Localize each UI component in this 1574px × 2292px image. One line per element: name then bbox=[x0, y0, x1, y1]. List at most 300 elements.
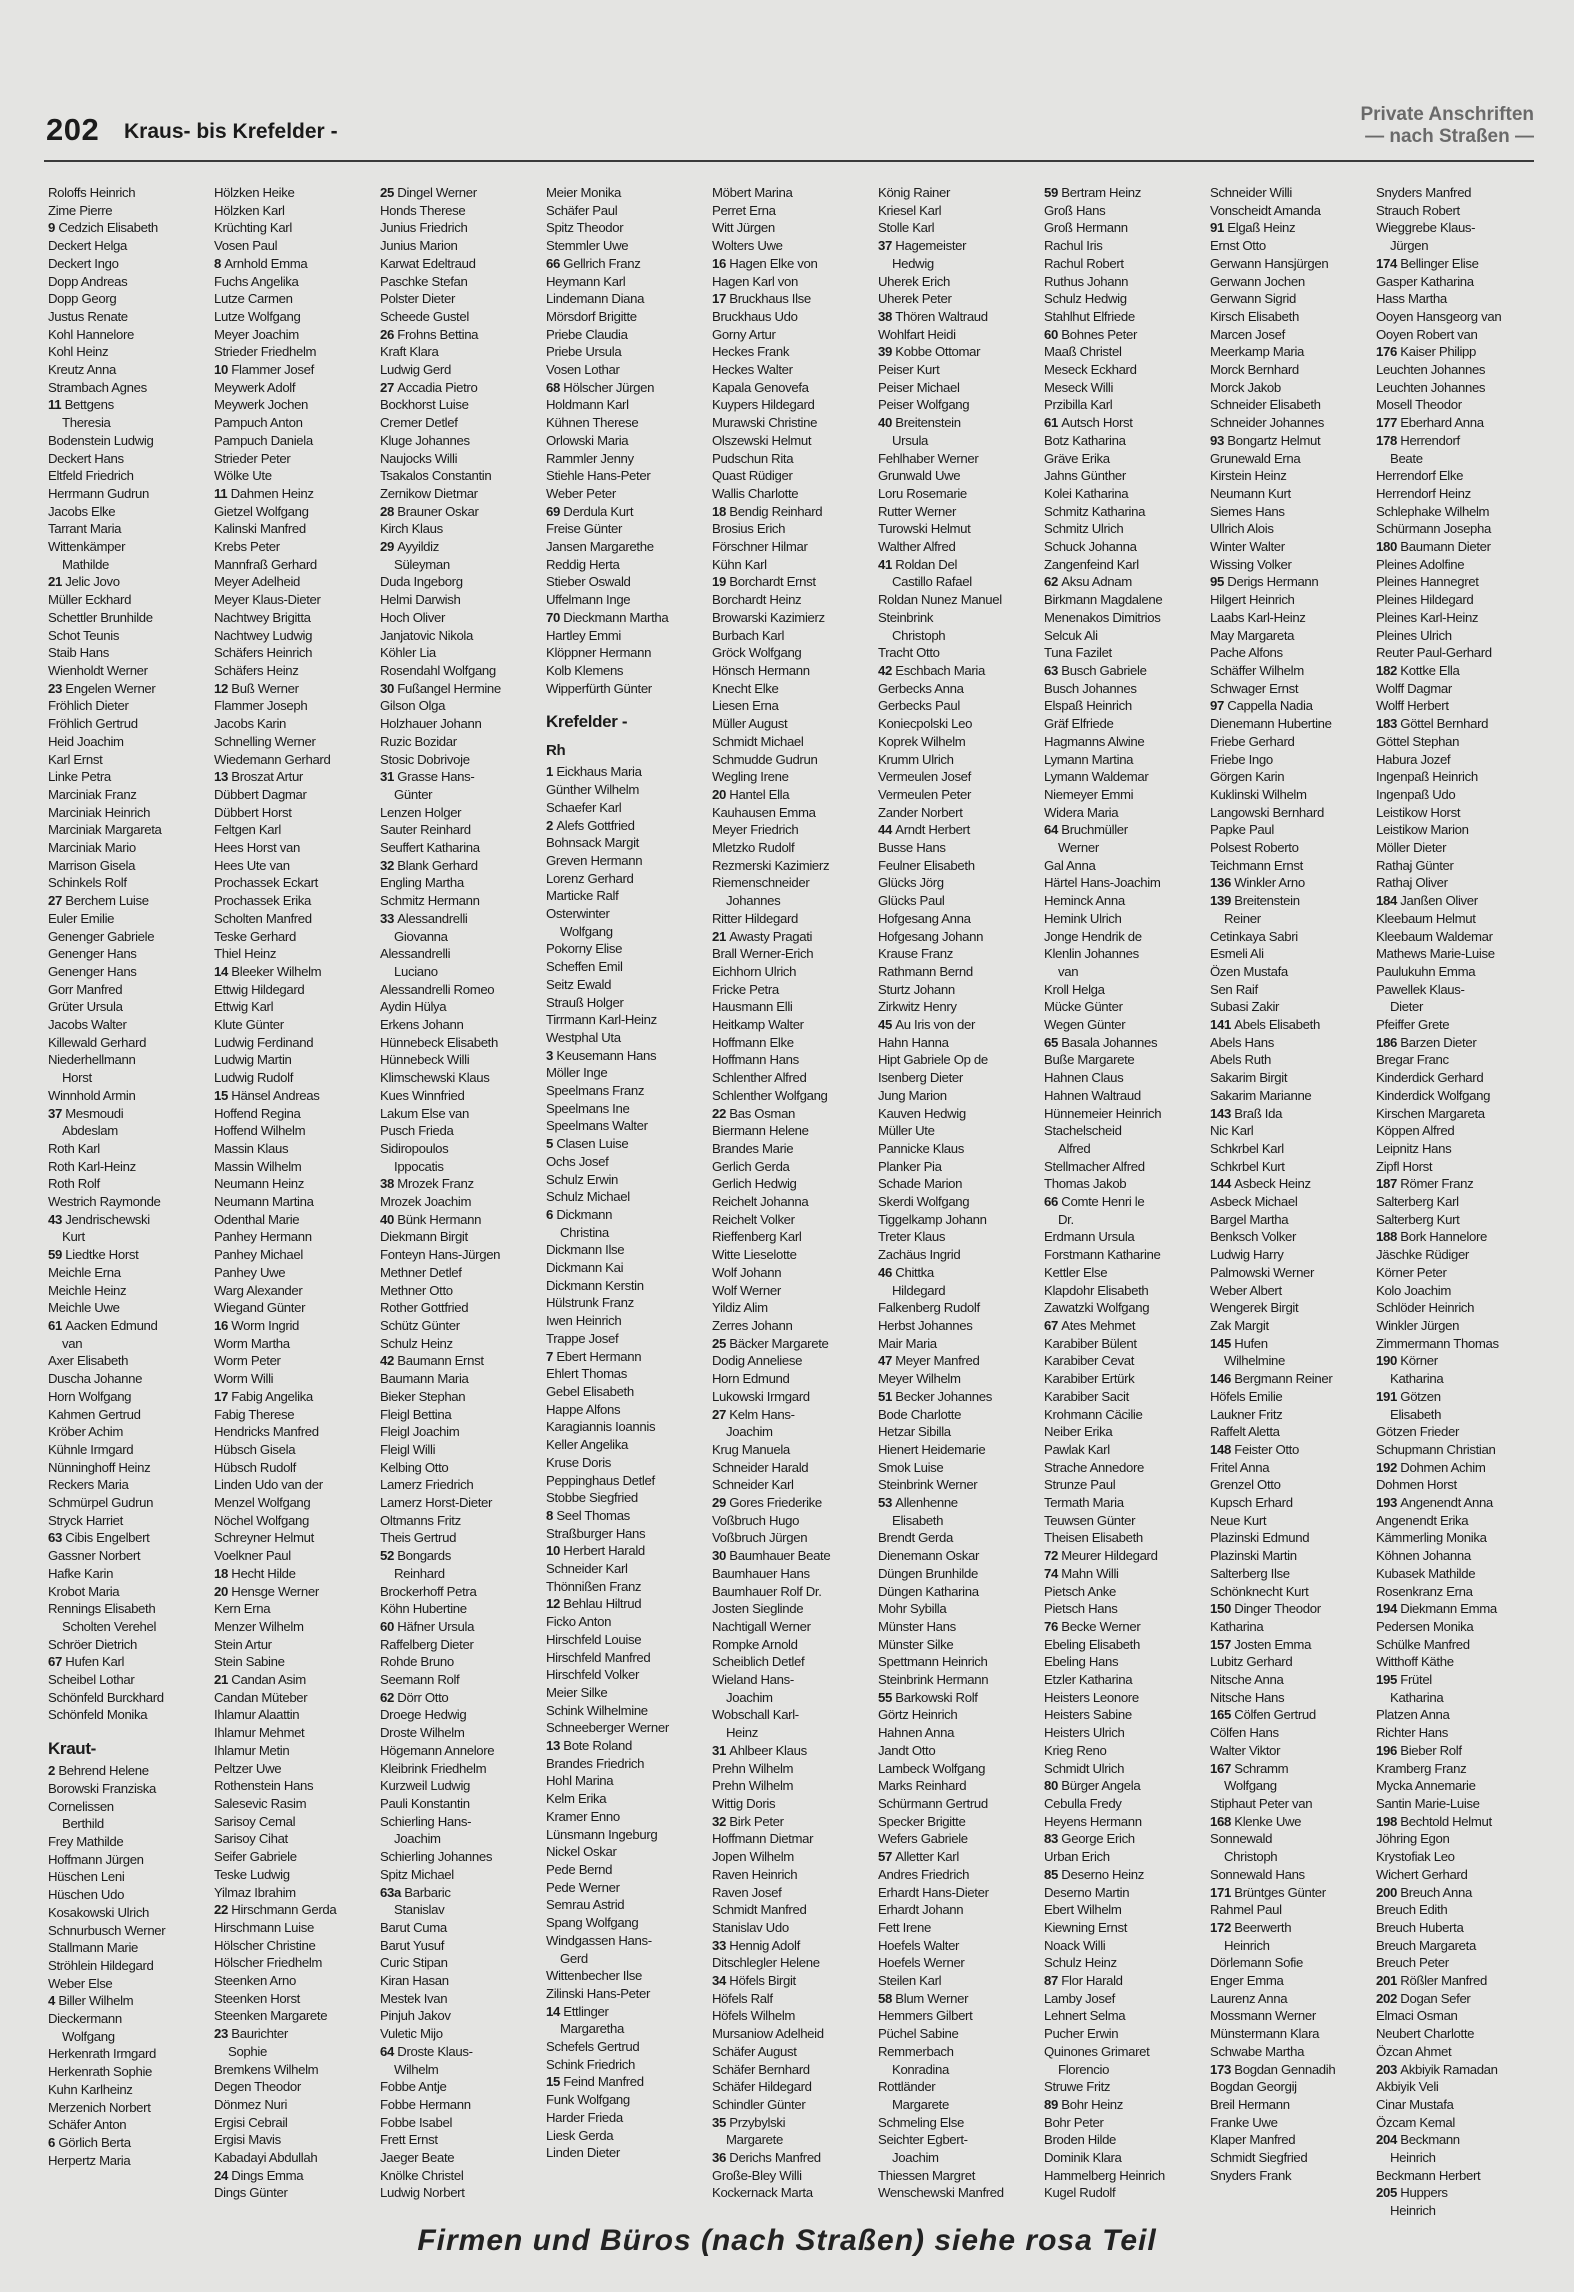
directory-entry: Busch Johannes bbox=[1044, 680, 1137, 696]
house-number: 188 bbox=[1376, 1229, 1401, 1245]
house-number: 25 bbox=[380, 185, 398, 200]
directory-entry: Stanislav Udo bbox=[712, 1919, 789, 1935]
house-number: 6 bbox=[48, 2134, 59, 2150]
directory-entry: 20 Hensge Werner bbox=[214, 1583, 319, 1599]
directory-entry: Engling Martha bbox=[380, 875, 464, 891]
directory-entry: Odenthal Marie bbox=[214, 1211, 300, 1227]
directory-entry: Prehn Wilhelm bbox=[712, 1778, 794, 1794]
directory-entry: 66 Gellrich Franz bbox=[546, 255, 641, 271]
directory-entry: 18 Bendig Reinhard bbox=[712, 503, 823, 519]
directory-entry: 95 Derigs Hermann bbox=[1210, 574, 1319, 590]
house-number: 46 bbox=[878, 1264, 896, 1280]
directory-entry: Breil Hermann bbox=[1210, 2096, 1290, 2112]
directory-entry: Leistikow Horst bbox=[1376, 804, 1461, 820]
directory-entry: 14 Ettlinger bbox=[546, 2003, 609, 2019]
directory-entry: Hofgesang Johann bbox=[878, 928, 984, 944]
directory-entry: Gräf Elfriede bbox=[1044, 716, 1114, 732]
directory-entry: 5 Clasen Luise bbox=[546, 1136, 629, 1152]
directory-entry: Salterberg Karl bbox=[1376, 1194, 1459, 1210]
directory-entry: Bremkens Wilhelm bbox=[214, 2061, 319, 2077]
house-number: 68 bbox=[546, 379, 564, 395]
directory-entry: Karl Ernst bbox=[48, 751, 103, 767]
directory-entry: van bbox=[1058, 963, 1079, 979]
house-number: 21 bbox=[48, 574, 66, 590]
directory-entry: Kettler Else bbox=[1044, 1264, 1108, 1280]
directory-entry: 168 Klenke Uwe bbox=[1210, 1813, 1302, 1829]
directory-entry: Wichert Gerhard bbox=[1376, 1866, 1468, 1882]
directory-entry: Subasi Zakir bbox=[1210, 999, 1280, 1015]
directory-entry: Reinhard bbox=[394, 1565, 445, 1581]
directory-entry: Hirschfeld Manfred bbox=[546, 1649, 651, 1665]
directory-entry: Schütz Günter bbox=[380, 1318, 460, 1333]
directory-entry: Ludwig Rudolf bbox=[214, 1070, 294, 1086]
directory-entry: Winkler Jürgen bbox=[1376, 1318, 1460, 1333]
house-number: 63 bbox=[1044, 662, 1062, 678]
directory-entry: Isenberg Dieter bbox=[878, 1070, 963, 1086]
house-number: 2 bbox=[546, 817, 557, 833]
directory-entry: 11 Dahmen Heinz bbox=[214, 485, 314, 501]
directory-entry: Wenschewski Manfred bbox=[878, 2185, 1004, 2201]
house-number: 53 bbox=[878, 1495, 896, 1511]
directory-entry: Ihlamur Mehmet bbox=[214, 1725, 305, 1741]
directory-entry: Burbach Karl bbox=[712, 627, 785, 643]
directory-entry: Ritter Hildegard bbox=[712, 910, 799, 926]
directory-entry: Schneider Elisabeth bbox=[1210, 397, 1321, 413]
directory-entry: Nachtwey Brigitta bbox=[214, 609, 311, 625]
directory-entry: Zangenfeind Karl bbox=[1044, 556, 1139, 572]
directory-entry: Heisters Leonore bbox=[1044, 1689, 1139, 1705]
directory-entry: Trappe Josef bbox=[546, 1330, 619, 1346]
directory-entry: Özcam Kemal bbox=[1376, 2114, 1455, 2130]
directory-entry: 34 Höfels Birgit bbox=[712, 1973, 796, 1989]
directory-entry: Droste Wilhelm bbox=[380, 1725, 465, 1741]
directory-entry: Tarrant Maria bbox=[48, 521, 122, 537]
directory-entry: Krobot Maria bbox=[48, 1583, 120, 1599]
house-number: 191 bbox=[1376, 1388, 1401, 1404]
directory-entry: Orlowski Maria bbox=[546, 432, 629, 448]
directory-entry: Brosius Erich bbox=[712, 521, 786, 537]
directory-entry: Krebs Peter bbox=[214, 539, 280, 555]
directory-entry: Karabiber Sacit bbox=[1044, 1388, 1129, 1404]
directory-entry: 2 Behrend Helene bbox=[48, 1763, 149, 1779]
house-number: 9 bbox=[48, 220, 59, 236]
directory-entry: Hahnen Anna bbox=[878, 1725, 955, 1741]
directory-entry: Schlenther Wolfgang bbox=[712, 1087, 828, 1103]
directory-entry: Schulz Hedwig bbox=[1044, 291, 1127, 307]
house-number: 70 bbox=[546, 609, 564, 625]
directory-entry: Winter Walter bbox=[1210, 539, 1285, 555]
directory-entry: Polster Dieter bbox=[380, 291, 455, 307]
directory-entry: Meerkamp Maria bbox=[1210, 344, 1305, 360]
directory-entry: Liesk Gerda bbox=[546, 2127, 614, 2143]
house-number: 74 bbox=[1044, 1565, 1062, 1581]
directory-entry: Menzel Wolfgang bbox=[214, 1495, 311, 1511]
directory-entry: Kluge Johannes bbox=[380, 432, 470, 448]
directory-entry: 203 Akbiyik Ramadan bbox=[1376, 2061, 1498, 2077]
directory-entry: Stiphaut Peter van bbox=[1210, 1795, 1313, 1811]
directory-entry: Grunwald Uwe bbox=[878, 468, 961, 484]
directory-entry: Lehnert Selma bbox=[1044, 2008, 1126, 2024]
house-number: 157 bbox=[1210, 1636, 1235, 1652]
directory-entry: Theis Gertrud bbox=[380, 1530, 457, 1546]
directory-entry: Leipnitz Hans bbox=[1376, 1140, 1452, 1156]
directory-entry: Selcuk Ali bbox=[1044, 627, 1098, 643]
directory-entry: Brandes Friedrich bbox=[546, 1755, 645, 1771]
directory-entry: Weber Peter bbox=[546, 485, 616, 501]
directory-entry: 21 Candan Asim bbox=[214, 1672, 306, 1688]
house-number: 35 bbox=[712, 2114, 730, 2130]
directory-entry: Wolfgang bbox=[560, 923, 613, 939]
directory-entry: 4 Biller Wilhelm bbox=[48, 1993, 134, 2009]
directory-entry: Andres Friedrich bbox=[878, 1866, 970, 1882]
directory-entry: Klute Günter bbox=[214, 1017, 284, 1033]
house-number: 143 bbox=[1210, 1105, 1235, 1121]
directory-entry: Mosell Theodor bbox=[1376, 397, 1462, 413]
directory-entry: 57 Alletter Karl bbox=[878, 1849, 959, 1865]
directory-entry: Rompke Arnold bbox=[712, 1636, 798, 1652]
directory-entry: Walther Alfred bbox=[878, 539, 956, 555]
directory-entry: Theisen Elisabeth bbox=[1044, 1530, 1143, 1546]
directory-entry: Ergisi Mavis bbox=[214, 2132, 281, 2148]
directory-entry: Schinkels Rolf bbox=[48, 875, 127, 891]
directory-entry: Gerwann Sigrid bbox=[1210, 291, 1296, 307]
directory-entry: Lukowski Irmgard bbox=[712, 1388, 810, 1404]
directory-entry: Niemeyer Emmi bbox=[1044, 786, 1134, 802]
directory-entry: Dienemann Hubertine bbox=[1210, 716, 1332, 732]
directory-entry: 33 Alessandrelli bbox=[380, 910, 468, 926]
directory-entry: Eltfeld Friedrich bbox=[48, 468, 134, 484]
house-number: 20 bbox=[214, 1583, 232, 1599]
directory-entry: Riemenschneider bbox=[712, 875, 810, 891]
page-number: 202 bbox=[46, 112, 100, 147]
directory-entry: 67 Ates Mehmet bbox=[1044, 1318, 1136, 1333]
directory-entry: Westrich Raymonde bbox=[48, 1194, 161, 1210]
directory-entry: Mörsdorf Brigitte bbox=[546, 308, 637, 324]
directory-entry: Müller August bbox=[712, 716, 788, 732]
directory-entry: Heid Joachim bbox=[48, 733, 124, 749]
directory-entry: Gerlich Hedwig bbox=[712, 1176, 797, 1192]
directory-entry: Meywerk Jochen bbox=[214, 397, 309, 413]
directory-entry: Wiegand Günter bbox=[214, 1300, 306, 1316]
directory-entry: Günther Wilhelm bbox=[546, 782, 639, 798]
directory-entry: 40 Bünk Hermann bbox=[380, 1211, 482, 1227]
directory-entry: Genenger Gabriele bbox=[48, 928, 155, 944]
directory-entry: Rammler Jenny bbox=[546, 450, 634, 466]
directory-entry: 31 Grasse Hans- bbox=[380, 769, 475, 785]
directory-entry: Lamerz Horst-Dieter bbox=[380, 1495, 493, 1511]
directory-entry: 30 Baumhauer Beate bbox=[712, 1548, 831, 1564]
directory-entry: 190 Körner bbox=[1376, 1353, 1438, 1369]
directory-entry: 178 Herrendorf bbox=[1376, 432, 1460, 448]
directory-entry: Gietzel Wolfgang bbox=[214, 503, 309, 519]
directory-entry: Ernst Otto bbox=[1210, 238, 1266, 254]
directory-entry: Kalinski Manfred bbox=[214, 521, 306, 537]
directory-entry: Schierling Hans- bbox=[380, 1813, 472, 1829]
directory-entry: Günter bbox=[394, 786, 433, 802]
directory-entry: Karwat Edeltraud bbox=[380, 255, 476, 271]
directory-entry: Wilhelmine bbox=[1224, 1353, 1285, 1369]
directory-entry: Aydin Hülya bbox=[380, 999, 447, 1015]
directory-entry: Pfeiffer Grete bbox=[1376, 1017, 1450, 1033]
directory-entry: Dodig Anneliese bbox=[712, 1353, 803, 1369]
directory-entry: Vermeulen Josef bbox=[878, 769, 971, 785]
directory-entry: Naujocks Willi bbox=[380, 450, 458, 466]
directory-entry: Stosic Dobrivoje bbox=[380, 751, 470, 767]
directory-entry: Methner Otto bbox=[380, 1282, 453, 1298]
directory-entry: Thiel Heinz bbox=[214, 946, 277, 962]
directory-entry: Breuch Peter bbox=[1376, 1955, 1449, 1971]
house-number: 12 bbox=[546, 1596, 564, 1612]
directory-entry: König Rainer bbox=[878, 185, 951, 200]
house-number: 1 bbox=[546, 764, 557, 780]
house-number: 64 bbox=[380, 2043, 398, 2059]
house-number: 187 bbox=[1376, 1176, 1401, 1192]
directory-entry: Neue Kurt bbox=[1210, 1512, 1267, 1528]
directory-entry: Josten Sieglinde bbox=[712, 1601, 804, 1617]
directory-entry: Kinderdick Wolfgang bbox=[1376, 1087, 1491, 1103]
directory-entry: 183 Göttel Bernhard bbox=[1376, 716, 1489, 732]
directory-entry: 24 Dings Emma bbox=[214, 2167, 304, 2183]
directory-entry: 167 Schramm bbox=[1210, 1760, 1289, 1776]
directory-entry: 10 Flammer Josef bbox=[214, 362, 314, 378]
directory-entry: Widera Maria bbox=[1044, 804, 1119, 820]
directory-entry: Mair Maria bbox=[878, 1335, 937, 1351]
directory-entry: Schreyner Helmut bbox=[214, 1530, 314, 1546]
directory-entry: Panhey Hermann bbox=[214, 1229, 312, 1245]
directory-entry: Axer Elisabeth bbox=[48, 1353, 129, 1369]
house-number: 30 bbox=[712, 1548, 730, 1564]
directory-entry: 23 Baurichter bbox=[214, 2026, 288, 2042]
directory-entry: Scholten Manfred bbox=[214, 910, 312, 926]
directory-entry: Deckert Helga bbox=[48, 238, 128, 254]
directory-entry: Stallmann Marie bbox=[48, 1940, 139, 1956]
directory-entry: Kämmerling Monika bbox=[1376, 1530, 1487, 1546]
directory-entry: Pampuch Anton bbox=[214, 415, 303, 431]
directory-entry: Mossmann Werner bbox=[1210, 2008, 1316, 2024]
directory-entry: Zander Norbert bbox=[878, 804, 963, 820]
directory-entry: Baumhauer Rolf Dr. bbox=[712, 1583, 822, 1599]
house-number: 17 bbox=[214, 1388, 232, 1404]
directory-entry: Forstmann Katharine bbox=[1044, 1247, 1161, 1263]
directory-entry: Gerwann Jochen bbox=[1210, 273, 1305, 289]
directory-entry: Stachelscheid bbox=[1044, 1123, 1122, 1139]
directory-entry: Schülke Manfred bbox=[1376, 1636, 1470, 1652]
directory-entry: Kauhausen Emma bbox=[712, 804, 816, 820]
directory-entry: Maaß Christel bbox=[1044, 344, 1122, 360]
directory-entry: Diekmann Birgit bbox=[380, 1229, 468, 1245]
directory-entry: Pinjuh Jakov bbox=[380, 2008, 451, 2024]
house-number: 193 bbox=[1376, 1495, 1401, 1511]
directory-entry: Fonteyn Hans-Jürgen bbox=[380, 1247, 501, 1263]
directory-entry: Krug Manuela bbox=[712, 1441, 790, 1457]
house-number: 141 bbox=[1210, 1017, 1235, 1033]
directory-entry: Kirch Klaus bbox=[380, 521, 443, 537]
house-number: 4 bbox=[48, 1993, 59, 2009]
directory-entry: Reuter Paul-Gerhard bbox=[1376, 645, 1492, 661]
directory-entry: Hoffmann Elke bbox=[712, 1034, 794, 1050]
directory-entry: Gal Anna bbox=[1044, 857, 1096, 873]
directory-entry: Honds Therese bbox=[380, 202, 466, 218]
directory-entry: Kühn Karl bbox=[712, 556, 767, 572]
house-number: 31 bbox=[712, 1742, 730, 1758]
directory-entry: Menenakos Dimitrios bbox=[1044, 609, 1161, 625]
house-number: 62 bbox=[380, 1689, 398, 1705]
house-number: 80 bbox=[1044, 1778, 1062, 1794]
district-heading: Rh bbox=[546, 742, 566, 760]
directory-entry: Perret Erna bbox=[712, 202, 776, 218]
directory-entry: Spitz Michael bbox=[380, 1866, 454, 1882]
directory-entry: Hülstrunk Franz bbox=[546, 1295, 634, 1311]
directory-entry: Pleines Adolfine bbox=[1376, 556, 1465, 572]
directory-entry: 61 Aacken Edmund bbox=[48, 1318, 158, 1333]
house-number: 22 bbox=[214, 1902, 232, 1918]
directory-entry: 8 Seel Thomas bbox=[546, 1507, 630, 1523]
house-number: 29 bbox=[712, 1495, 730, 1511]
directory-entry: Münster Silke bbox=[878, 1636, 954, 1652]
directory-entry: Wobschall Karl- bbox=[712, 1707, 799, 1723]
directory-entry: Theresia bbox=[62, 415, 111, 431]
directory-entry: Murawski Christine bbox=[712, 415, 818, 431]
directory-entry: Meseck Eckhard bbox=[1044, 362, 1137, 378]
directory-entry: Siemes Hans bbox=[1210, 503, 1285, 519]
directory-entry: Teuwsen Günter bbox=[1044, 1512, 1136, 1528]
directory-entry: Joachim bbox=[726, 1424, 773, 1440]
directory-entry: Droege Hedwig bbox=[380, 1707, 467, 1723]
directory-entry: Dohmen Horst bbox=[1376, 1477, 1457, 1493]
directory-entry: 12 Behlau Hiltrud bbox=[546, 1596, 642, 1612]
directory-entry: Ullrich Alois bbox=[1210, 521, 1274, 537]
directory-entry: Sauter Reinhard bbox=[380, 822, 471, 838]
directory-entry: Speelmans Ine bbox=[546, 1100, 630, 1116]
house-number: 168 bbox=[1210, 1813, 1235, 1829]
house-number: 32 bbox=[712, 1813, 730, 1829]
directory-entry: Hünnebeck Willi bbox=[380, 1052, 470, 1068]
directory-entry: 205 Huppers bbox=[1376, 2185, 1448, 2201]
directory-entry: Rathaj Günter bbox=[1376, 857, 1454, 873]
directory-entry: 187 Römer Franz bbox=[1376, 1176, 1474, 1192]
directory-entry: Heisters Sabine bbox=[1044, 1707, 1132, 1723]
directory-entry: Zawatzki Wolfgang bbox=[1044, 1300, 1150, 1316]
directory-entry: Katharina bbox=[1210, 1618, 1264, 1634]
directory-entry: 9 Cedzich Elisabeth bbox=[48, 220, 158, 236]
directory-entry: Abels Ruth bbox=[1210, 1052, 1272, 1068]
directory-entry: Zerres Johann bbox=[712, 1318, 793, 1333]
directory-entry: 139 Breitenstein bbox=[1210, 893, 1300, 909]
directory-entry: Schade Marion bbox=[878, 1176, 963, 1192]
directory-entry: Wolters Uwe bbox=[712, 238, 783, 254]
directory-entry: Worm Willi bbox=[214, 1371, 274, 1387]
directory-entry: Fabig Therese bbox=[214, 1406, 295, 1422]
house-number: 59 bbox=[48, 1247, 66, 1263]
directory-entry: Wolfgang bbox=[62, 2028, 115, 2044]
directory-entry: 174 Bellinger Elise bbox=[1376, 255, 1479, 271]
directory-entry: Hoefels Walter bbox=[878, 1937, 960, 1953]
directory-entry: Specker Brigitte bbox=[878, 1813, 966, 1829]
directory-entry: Münstermann Klara bbox=[1210, 2026, 1320, 2042]
section-label bbox=[1360, 104, 1534, 148]
directory-entry: Panhey Michael bbox=[214, 1247, 303, 1263]
house-number: 76 bbox=[1044, 1618, 1062, 1634]
house-number: 3 bbox=[546, 1047, 557, 1063]
directory-entry: Loru Rosemarie bbox=[878, 485, 967, 501]
house-number: 139 bbox=[1210, 893, 1235, 909]
directory-column bbox=[712, 184, 878, 2208]
directory-entry: Knecht Elke bbox=[712, 680, 779, 696]
directory-entry: Urban Erich bbox=[1044, 1849, 1110, 1865]
house-number: 85 bbox=[1044, 1866, 1062, 1882]
directory-entry: 29 Ayyildiz bbox=[380, 539, 439, 555]
directory-entry: Gerwann Hansjürgen bbox=[1210, 255, 1329, 271]
directory-entry: Pokorny Elise bbox=[546, 941, 623, 957]
directory-entry: Bruckhaus Udo bbox=[712, 308, 798, 324]
directory-entry: Thiessen Margret bbox=[878, 2167, 976, 2183]
house-number: 67 bbox=[1044, 1318, 1062, 1333]
directory-column bbox=[1044, 184, 1210, 2208]
directory-entry: Kurt bbox=[62, 1229, 85, 1245]
directory-entry: Meyer Adelheid bbox=[214, 574, 301, 590]
directory-entry: 191 Götzen bbox=[1376, 1388, 1441, 1404]
directory-entry: Stellmacher Alfred bbox=[1044, 1158, 1145, 1174]
directory-entry: Planker Pia bbox=[878, 1158, 942, 1174]
house-number: 21 bbox=[712, 928, 730, 944]
directory-entry: Salesevic Rasim bbox=[214, 1795, 307, 1811]
directory-entry: 1 Eickhaus Maria bbox=[546, 764, 642, 780]
directory-entry: 3 Keusemann Hans bbox=[546, 1047, 657, 1063]
directory-entry: Kraft Klara bbox=[380, 344, 439, 360]
directory-entry: Meseck Willi bbox=[1044, 379, 1114, 395]
directory-entry: Wengerek Birgit bbox=[1210, 1300, 1299, 1316]
directory-entry: Rottländer bbox=[878, 2079, 936, 2095]
directory-entry: Fleigl Willi bbox=[380, 1441, 436, 1457]
directory-entry: Pleines Ulrich bbox=[1376, 627, 1452, 643]
directory-entry: Busse Hans bbox=[878, 840, 946, 856]
directory-entry: Meyer Wilhelm bbox=[878, 1371, 961, 1387]
directory-entry: 16 Hagen Elke von bbox=[712, 255, 818, 271]
house-number: 52 bbox=[380, 1548, 398, 1564]
house-number: 40 bbox=[878, 415, 896, 431]
directory-entry: Scheffen Emil bbox=[546, 959, 623, 975]
directory-entry: Kleibrink Friedhelm bbox=[380, 1760, 487, 1776]
directory-entry: Plazinski Edmund bbox=[1210, 1530, 1310, 1546]
directory-entry: Meyer Klaus-Dieter bbox=[214, 592, 321, 608]
directory-entry: Freise Günter bbox=[546, 521, 623, 537]
directory-entry: 29 Gores Friederike bbox=[712, 1495, 822, 1511]
directory-entry: Jahns Günther bbox=[1044, 468, 1126, 484]
directory-entry: Ludwig Martin bbox=[214, 1052, 292, 1068]
directory-entry: Kiran Hasan bbox=[380, 1973, 449, 1989]
directory-entry: Bode Charlotte bbox=[878, 1406, 962, 1422]
directory-entry: Seifer Gabriele bbox=[214, 1849, 297, 1865]
directory-entry: Körner Peter bbox=[1376, 1264, 1447, 1280]
directory-entry: Sonnewald Hans bbox=[1210, 1866, 1305, 1882]
directory-entry: Salterberg Ilse bbox=[1210, 1565, 1290, 1581]
directory-entry: Vosen Lothar bbox=[546, 362, 620, 378]
house-number: 27 bbox=[712, 1406, 730, 1422]
directory-entry: Hausmann Elli bbox=[712, 999, 793, 1015]
directory-entry: Schönfeld Monika bbox=[48, 1707, 148, 1723]
directory-entry: 198 Bechtold Helmut bbox=[1376, 1813, 1492, 1829]
directory-entry: Krystofiak Leo bbox=[1376, 1849, 1455, 1865]
footer-note: Firmen und Büros (nach Straßen) siehe rosa Teil bbox=[417, 2224, 1157, 2257]
house-number: 19 bbox=[712, 574, 730, 590]
directory-entry: Uffelmann Inge bbox=[546, 592, 631, 608]
house-number: 21 bbox=[214, 1672, 232, 1688]
directory-entry: Görgen Karin bbox=[1210, 769, 1285, 785]
house-number: 37 bbox=[878, 238, 896, 254]
house-number: 55 bbox=[878, 1689, 896, 1705]
directory-entry: Strieder Friedhelm bbox=[214, 344, 317, 360]
directory-entry: Nic Karl bbox=[1210, 1123, 1254, 1139]
